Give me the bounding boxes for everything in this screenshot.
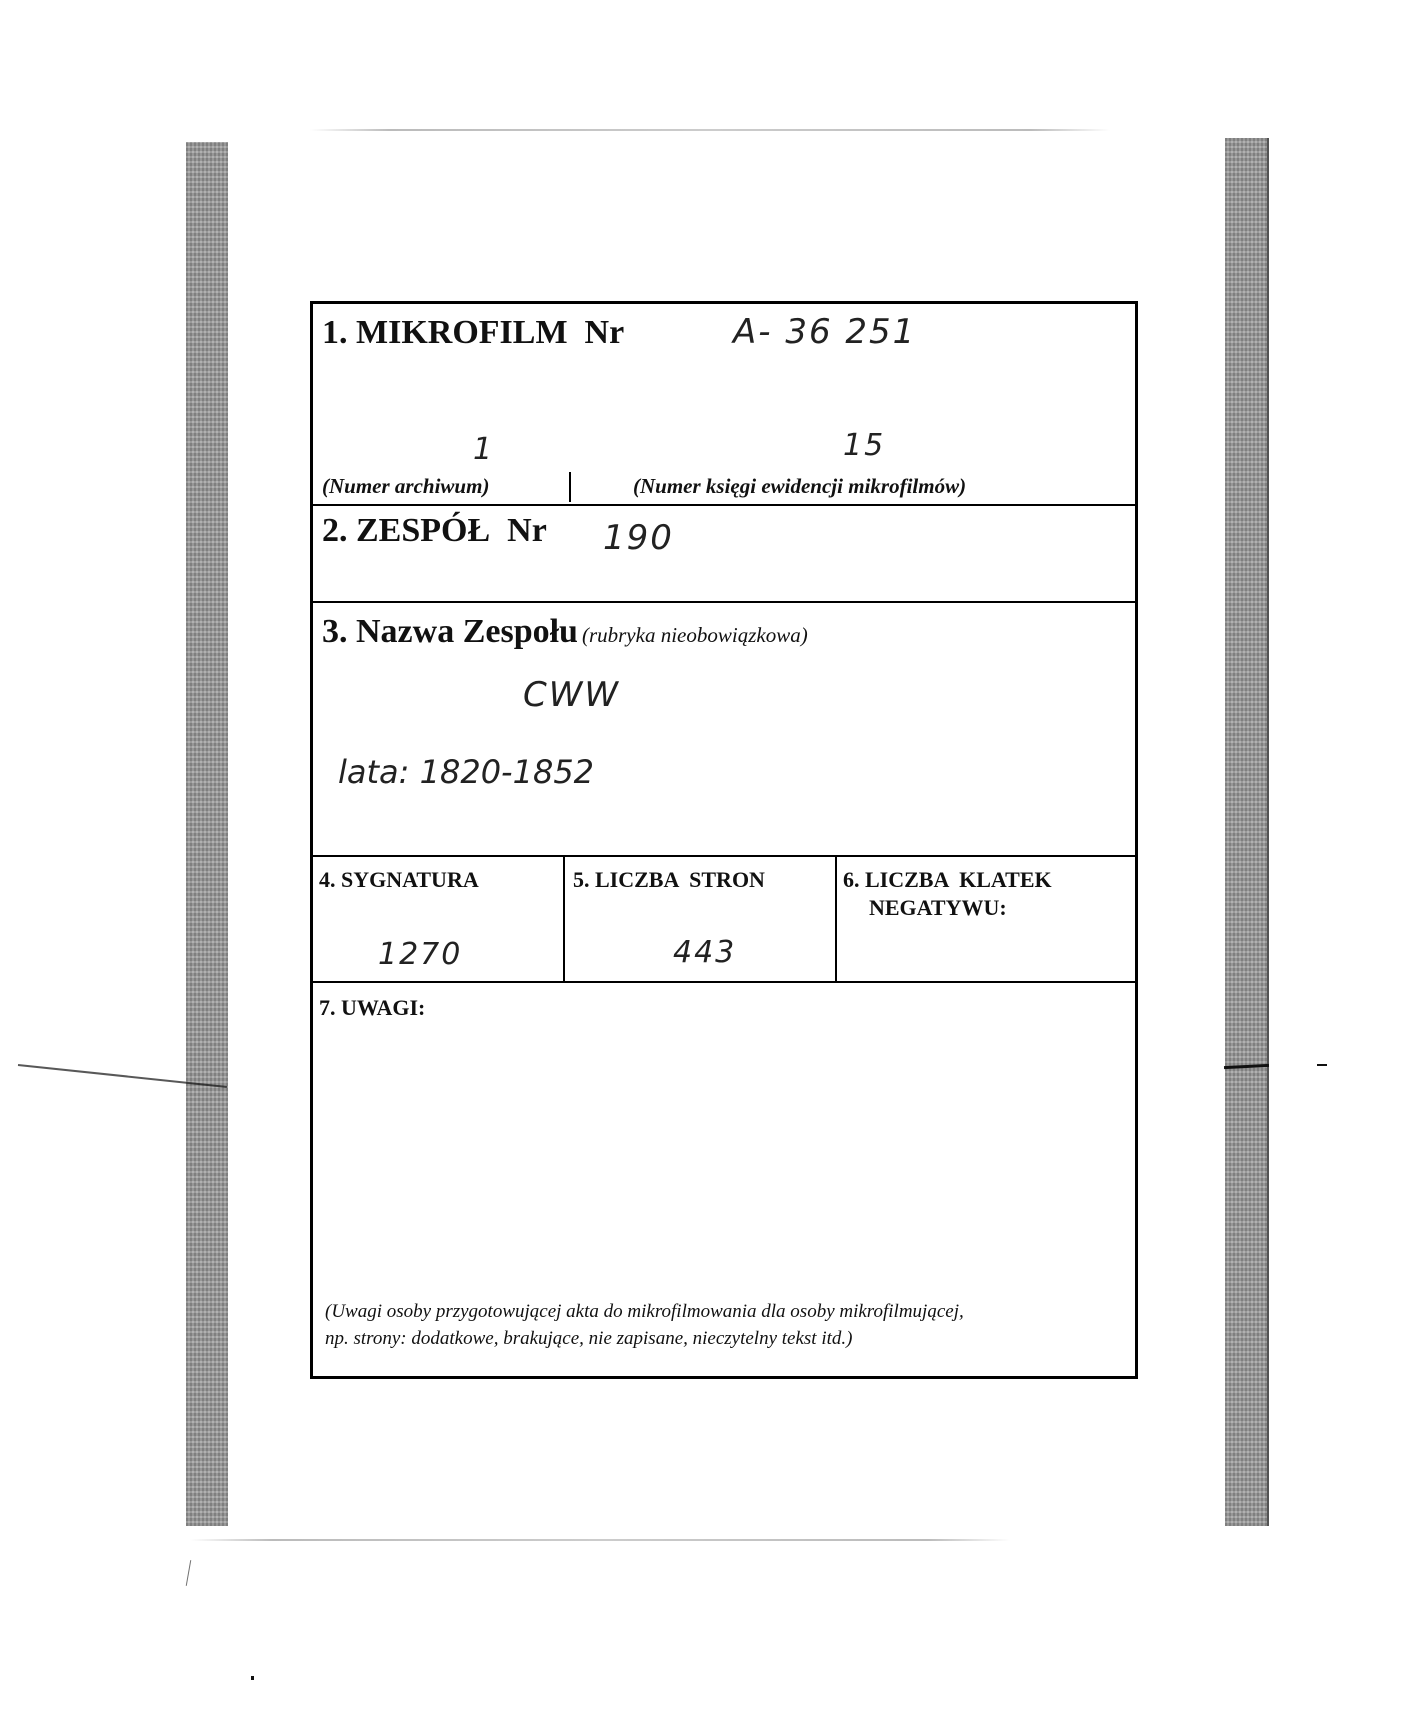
- column-divider-1: [563, 857, 565, 981]
- register-number-caption: (Numer księgi ewidencji mikrofilmów): [633, 474, 967, 498]
- fonds-name-heading: [322, 613, 808, 651]
- archive-number-caption: (Numer archiwum): [322, 474, 490, 498]
- section-fonds-number: [313, 506, 1135, 602]
- scan-dot-right: [1317, 1064, 1327, 1066]
- microfilm-number-value: A- 36 251: [733, 312, 917, 352]
- section-microfilm: [313, 304, 1135, 504]
- negative-frames-label-line2: NEGATYWU:: [869, 895, 1007, 920]
- column-divider-2: [835, 857, 837, 981]
- remarks-instructions: [325, 1298, 1123, 1352]
- film-edge-strip-left: [186, 142, 228, 1526]
- negative-frames-label-line1: 6. LICZBA KLATEK: [843, 867, 1052, 892]
- fonds-name-optional-note: (rubryka nieobowiązkowa): [581, 623, 808, 647]
- page-count-value: 443: [673, 935, 737, 970]
- page-count-label: 5. LICZBA STRON: [573, 867, 765, 892]
- scan-line-top: [310, 129, 1110, 131]
- signature-label: 4. SYGNATURA: [319, 867, 479, 892]
- register-number-value: 15: [843, 428, 886, 463]
- microfilm-form: [310, 301, 1138, 1379]
- fonds-years-value: lata: 1820-1852: [338, 753, 595, 791]
- microfilm-label: 1. MIKROFILM Nr: [322, 314, 625, 351]
- archive-number-value: 1: [473, 432, 495, 467]
- remarks-instructions-line2: np. strony: dodatkowe, brakujące, nie zapisane, nieczytelny tekst itd.): [325, 1328, 853, 1349]
- signature-value: 1270: [378, 937, 463, 972]
- fonds-name-value: CWW: [523, 675, 620, 715]
- fonds-number-value: 190: [603, 518, 674, 558]
- fonds-name-label: 3. Nazwa Zespołu: [322, 613, 578, 650]
- remarks-label: 7. UWAGI:: [319, 995, 426, 1020]
- remarks-instructions-line1: (Uwagi osoby przygotowującej akta do mikrofilmowania dla osoby mikrofilmującej,: [325, 1301, 964, 1322]
- section-fonds-name: [313, 603, 1135, 855]
- caption-divider: [569, 472, 571, 502]
- scan-line-bottom: [190, 1539, 1010, 1541]
- fonds-number-label: 2. ZESPÓŁ Nr: [322, 512, 547, 549]
- scan-slash-bottom: [186, 1560, 191, 1586]
- scan-dot-bottom: [251, 1676, 254, 1680]
- section-signature-row: [313, 857, 1135, 981]
- section-remarks: [313, 983, 1135, 1376]
- film-edge-strip-right: [1225, 138, 1269, 1526]
